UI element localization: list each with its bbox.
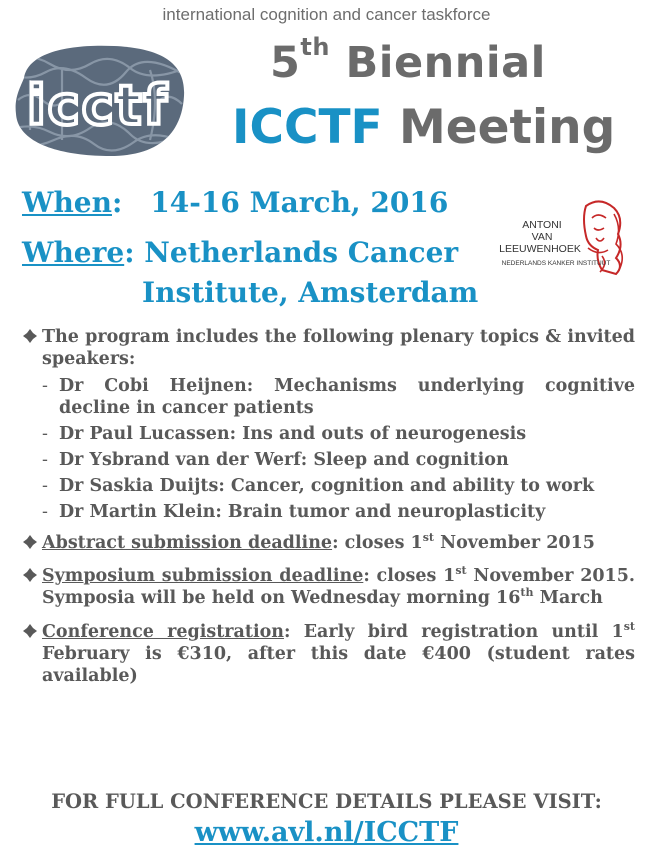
speaker-item: - Dr Paul Lucassen: Ins and outs of neurogenesis	[42, 424, 527, 444]
diamond-bullet-icon	[22, 328, 38, 344]
when-colon: :	[111, 186, 123, 219]
title-line-1	[270, 33, 546, 88]
where-value-2: Institute, Amsterdam	[142, 276, 479, 309]
taskforce-heading: international cognition and cancer taskforce	[162, 5, 491, 24]
title-biennial: Biennial	[345, 38, 546, 88]
title-number: 5	[270, 38, 301, 88]
program-item	[22, 326, 635, 370]
symposium-label: Symposium submission deadline	[42, 566, 364, 586]
when-label: When	[22, 186, 112, 219]
title-icctf: ICCTF	[232, 100, 383, 155]
speaker-item: - Dr Saskia Duijts: Cancer, cognition and ability to work	[42, 476, 595, 496]
avl-logo	[490, 198, 630, 278]
icctf-logo	[10, 40, 188, 160]
visit-text: FOR FULL CONFERENCE DETAILS PLEASE VISIT:	[51, 790, 602, 813]
svg-text:NEDERLANDS KANKER INSTITUUT: NEDERLANDS KANKER INSTITUUT	[501, 260, 611, 267]
where-value-1: Netherlands Cancer	[144, 236, 459, 269]
where-label: Where	[22, 236, 125, 269]
speaker-item: - Dr Cobi Heijnen: Mechanisms underlying cognitive decline in cancer patients	[42, 376, 635, 418]
svg-text:VAN: VAN	[531, 231, 553, 243]
svg-text:LEEUWENHOEK: LEEUWENHOEK	[499, 243, 581, 255]
when-line	[22, 186, 448, 219]
diamond-bullet-icon	[22, 534, 38, 550]
speaker-item: - Dr Martin Klein: Brain tumor and neuroplasticity	[42, 502, 546, 522]
registration-item: Conference registration: Early bird registration until 1st February is €310, after this date €400 (student rates available)	[22, 621, 635, 687]
diamond-bullet-icon	[22, 567, 38, 583]
program-intro: The program includes the following plenary topics & invited speakers:	[42, 327, 635, 369]
when-value: 14-16 March, 2016	[150, 186, 449, 219]
speaker-item: - Dr Ysbrand van der Werf: Sleep and cognition	[42, 450, 509, 470]
svg-text:ANTONI: ANTONI	[522, 219, 562, 231]
where-colon: :	[124, 236, 135, 269]
title-meeting: Meeting	[399, 100, 616, 155]
diamond-bullet-icon	[22, 623, 38, 639]
svg-text:icctf: icctf	[27, 74, 169, 137]
title-line-2	[232, 100, 615, 155]
where-line	[22, 236, 458, 269]
abstract-label: Abstract submission deadline	[42, 533, 333, 553]
registration-label: Conference registration	[42, 622, 284, 642]
symposium-item: Symposium submission deadline: closes 1st November 2015. Symposia will be held on Wednesday morning 16th March	[22, 565, 635, 609]
title-ordinal: th	[300, 33, 330, 61]
content-body	[22, 326, 635, 692]
abstract-item: Abstract submission deadline: closes 1st November 2015	[22, 532, 635, 554]
conference-url-link[interactable]: www.avl.nl/ICCTF	[194, 817, 459, 848]
